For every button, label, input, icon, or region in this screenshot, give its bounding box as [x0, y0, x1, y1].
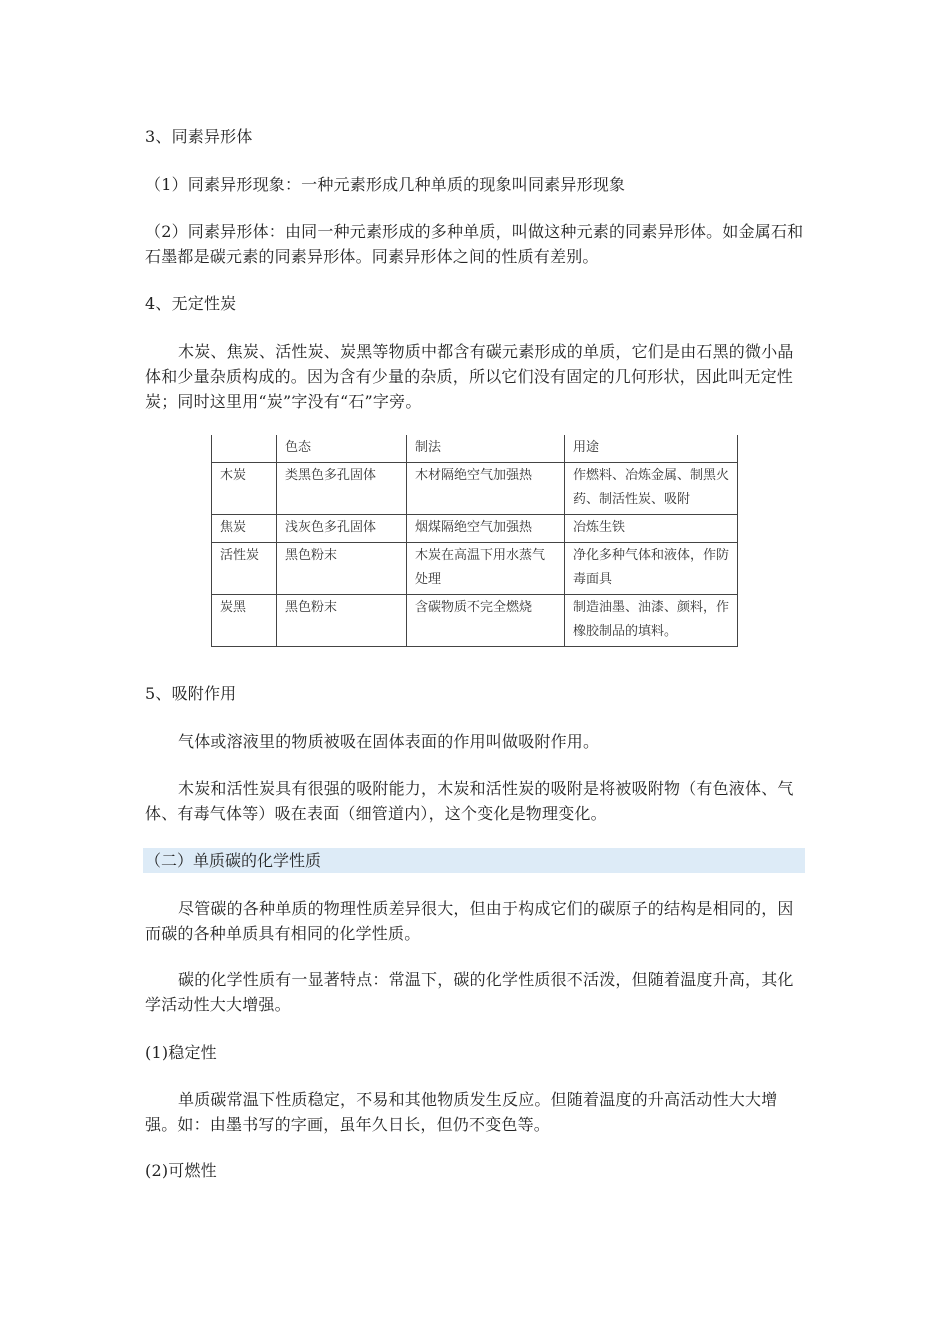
carbon-types-table: [211, 435, 738, 647]
table-header-cell: [212, 435, 277, 463]
table-cell: 黑色粉末: [277, 543, 407, 595]
table-cell: 木炭: [212, 463, 277, 515]
table-cell: 烟煤隔绝空气加强热: [407, 515, 565, 543]
table-cell: 浅灰色多孔固体: [277, 515, 407, 543]
table-cell: 木材隔绝空气加强热: [407, 463, 565, 515]
table-cell: 类黑色多孔固体: [277, 463, 407, 515]
table-row: [212, 595, 738, 647]
chem-para-2: 碳的化学性质有一显著特点：常温下，碳的化学性质很不活泼，但随着温度升高，其化学活动性大大增强。: [145, 970, 794, 1014]
table-header-cell: 用途: [565, 435, 738, 463]
table-cell: 木炭在高温下用水蒸气处理: [407, 543, 565, 595]
stability-heading: (1)稳定性: [145, 1043, 217, 1062]
section-4-heading: 4、无定性炭: [145, 294, 237, 313]
table-row: [212, 543, 738, 595]
section-5-para-2: 木炭和活性炭具有很强的吸附能力，木炭和活性炭的吸附是将被吸附物（有色液体、气体、有毒气体等）吸在表面（细管道内），这个变化是物理变化。: [145, 779, 794, 823]
table-row: [212, 463, 738, 515]
chemical-properties-heading-band: [143, 848, 805, 873]
table-header-cell: 制法: [407, 435, 565, 463]
table-cell: 含碳物质不完全燃烧: [407, 595, 565, 647]
table-cell: 炭黑: [212, 595, 277, 647]
table-cell: 冶炼生铁: [565, 515, 738, 543]
combustibility-heading: (2)可燃性: [145, 1161, 217, 1180]
chemical-properties-heading: （二）单质碳的化学性质: [145, 851, 322, 870]
section-3-heading: 3、同素异形体: [145, 127, 253, 146]
table-cell: 作燃料、冶炼金属、制黑火药、制活性炭、吸附: [565, 463, 738, 515]
table-header-cell: 色态: [277, 435, 407, 463]
table-row: [212, 515, 738, 543]
section-4-para-1: 木炭、焦炭、活性炭、炭黑等物质中都含有碳元素形成的单质，它们是由石黑的微小晶体和少量杂质构成的。因为含有少量的杂质，所以它们没有固定的几何形状，因此叫无定性炭；同时这里用“炭”字没有“石”字旁。: [145, 342, 794, 411]
table-cell: 净化多种气体和液体，作防毒面具: [565, 543, 738, 595]
table-header-row: [212, 435, 738, 463]
table-cell: 活性炭: [212, 543, 277, 595]
section-3-para-2: （2）同素异形体：由同一种元素形成的多种单质，叫做这种元素的同素异形体。如金属石和石墨都是碳元素的同素异形体。同素异形体之间的性质有差别。: [145, 222, 804, 266]
stability-para: 单质碳常温下性质稳定，不易和其他物质发生反应。但随着温度的升高活动性大大增强。如：由墨书写的字画，虽年久日长，但仍不变色等。: [145, 1090, 778, 1134]
chem-para-1: 尽管碳的各种单质的物理性质差异很大，但由于构成它们的碳原子的结构是相同的，因而碳的各种单质具有相同的化学性质。: [145, 899, 794, 943]
table-cell: 制造油墨、油漆、颜料，作橡胶制品的填料。: [565, 595, 738, 647]
section-3-para-1: （1）同素异形现象：一种元素形成几种单质的现象叫同素异形现象: [145, 175, 626, 194]
table-cell: 焦炭: [212, 515, 277, 543]
table-cell: 黑色粉末: [277, 595, 407, 647]
section-5-para-1: 气体或溶液里的物质被吸在固体表面的作用叫做吸附作用。: [178, 732, 600, 751]
section-5-heading: 5、吸附作用: [145, 684, 237, 703]
